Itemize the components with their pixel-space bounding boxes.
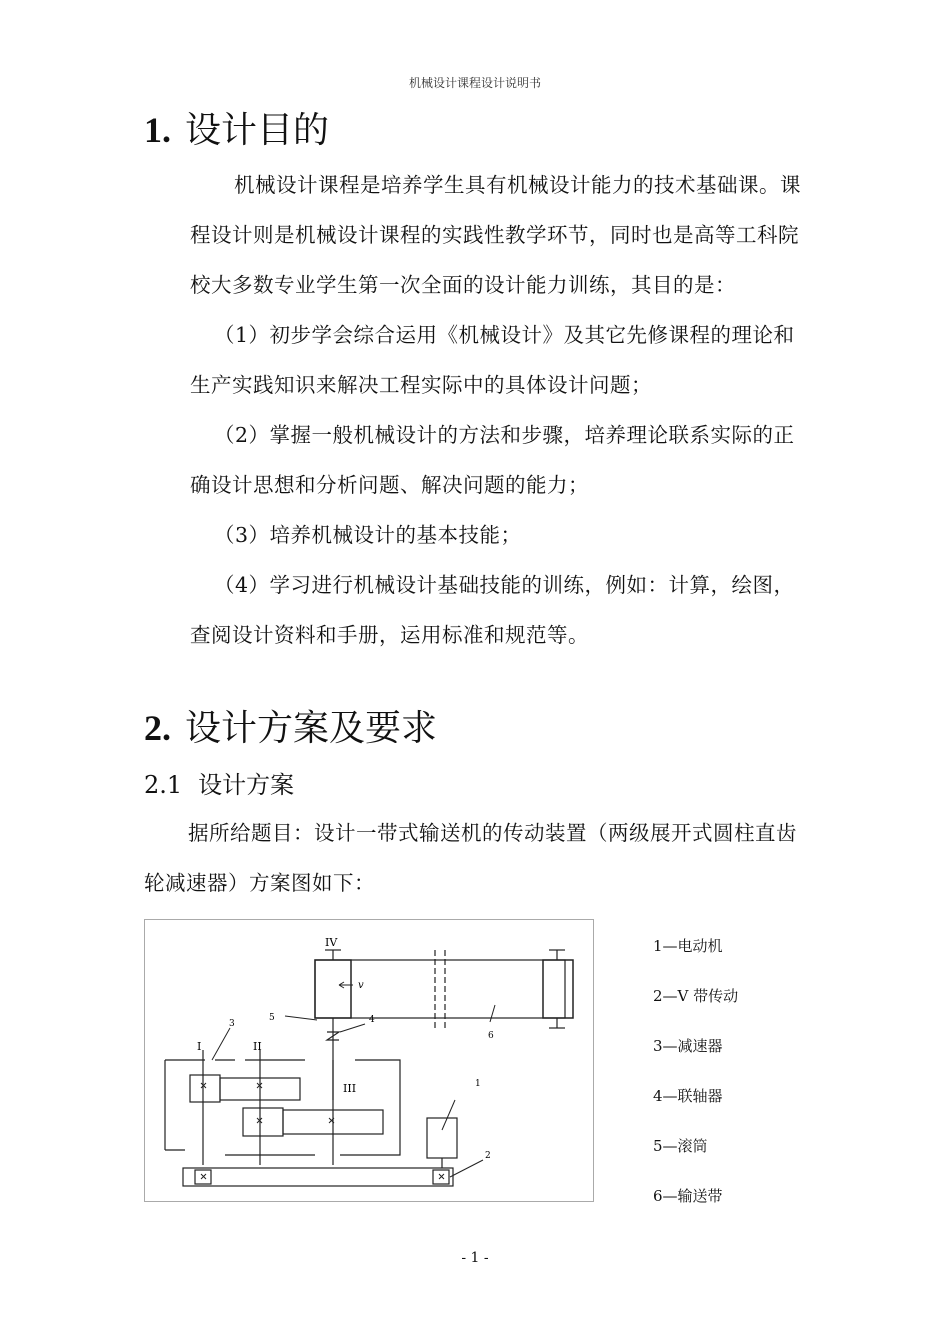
label-v: v xyxy=(358,980,364,991)
label-iv: IV xyxy=(325,936,338,949)
legend-item-5: 5—滚筒 xyxy=(653,1137,708,1155)
section-1-title: 设计目的 xyxy=(185,110,330,151)
label-6: 6 xyxy=(488,1031,494,1041)
subsection-title: 设计方案 xyxy=(198,771,295,799)
page-header: 机械设计课程设计说明书 xyxy=(408,76,541,90)
section-2-title: 设计方案及要求 xyxy=(185,708,438,749)
legend-item-6: 6—输送带 xyxy=(653,1187,723,1205)
figure-legend xyxy=(653,935,738,1235)
drum-right xyxy=(543,960,573,1018)
gear-small-ii xyxy=(243,1108,283,1136)
scheme-diagram xyxy=(145,920,593,1201)
purpose-item-2: （2）掌握一般机械设计的方法和步骤，培养理论联系实际的正确设计思想和分析问题、解决问题的能力； xyxy=(190,423,795,497)
subsection-number: 2.1 xyxy=(144,771,183,799)
motor xyxy=(427,1118,457,1158)
section-1-number: 1. xyxy=(144,110,171,150)
label-iii: III xyxy=(343,1082,357,1095)
intro-paragraph: 机械设计课程是培养学生具有机械设计能力的技术基础课。课程设计则是机械设计课程的实践性教学环节，同时也是高等工科院校大多数专业学生第一次全面的设计能力训练，其目的是： xyxy=(190,173,801,297)
label-5: 5 xyxy=(269,1013,275,1023)
transmission-scheme-figure xyxy=(144,919,594,1202)
section-1-heading xyxy=(144,102,329,153)
label-4: 4 xyxy=(369,1015,375,1025)
drum-5-left xyxy=(315,960,351,1018)
section-1-body xyxy=(190,160,810,660)
label-2: 2 xyxy=(485,1151,491,1161)
purpose-item-4: （4）学习进行机械设计基础技能的训练，例如：计算，绘图，查阅设计资料和手册，运用标准和规范等。 xyxy=(190,573,795,647)
v-belt xyxy=(183,1168,453,1186)
label-i: I xyxy=(197,1040,202,1053)
section-2-number: 2. xyxy=(144,708,171,748)
page-number: - 1 - xyxy=(461,1250,489,1266)
legend-item-4: 4—联轴器 xyxy=(653,1087,723,1105)
purpose-item-1: （1）初步学会综合运用《机械设计》及其它先修课程的理论和生产实践知识来解决工程实际中的具体设计问题； xyxy=(190,323,795,397)
label-ii: II xyxy=(253,1040,262,1053)
legend-item-2: 2—V 带传动 xyxy=(653,987,739,1005)
purpose-item-3: （3）培养机械设计的基本技能； xyxy=(214,523,522,547)
section-2-body xyxy=(144,808,810,908)
legend-item-3: 3—减速器 xyxy=(653,1037,723,1055)
legend-item-1: 1—电动机 xyxy=(653,937,723,955)
scheme-paragraph: 据所给题目：设计一带式输送机的传动装置（两级展开式圆柱直齿轮减速器）方案图如下： xyxy=(144,821,797,895)
label-1: 1 xyxy=(475,1079,481,1089)
section-2-heading xyxy=(144,700,437,751)
conveyor-belt xyxy=(315,960,565,1018)
gear-shaft-i xyxy=(190,1075,220,1102)
label-3: 3 xyxy=(229,1019,235,1029)
subsection-2-1-heading xyxy=(144,765,294,800)
